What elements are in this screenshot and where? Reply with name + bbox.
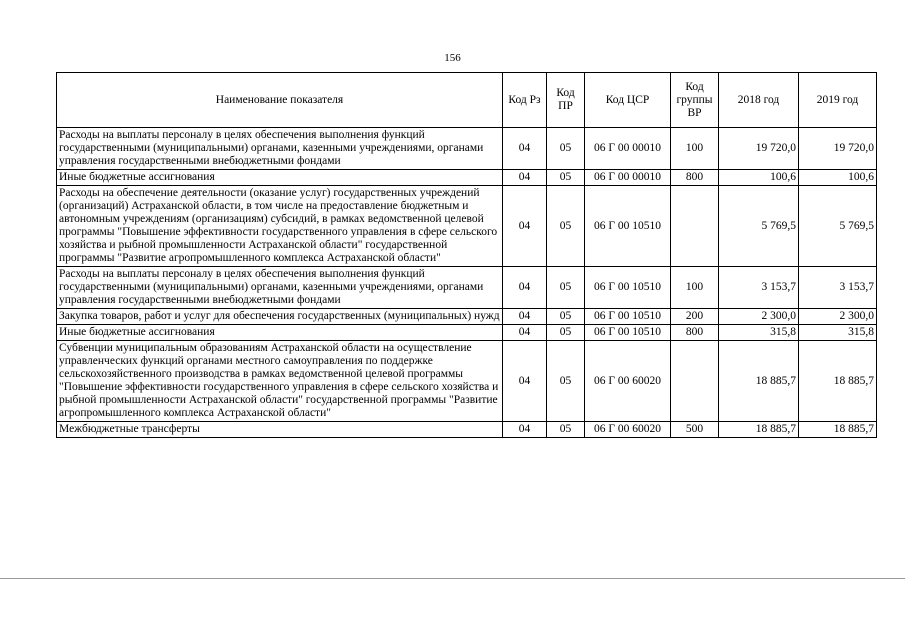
row-2019: 18 885,7 (799, 341, 877, 422)
table-row (57, 186, 877, 267)
row-2019: 18 885,7 (799, 422, 877, 438)
header-name: Наименование показателя (57, 73, 503, 128)
row-rz: 04 (503, 422, 547, 438)
row-vr: 800 (671, 325, 719, 341)
row-2018: 2 300,0 (719, 309, 799, 325)
row-name: Расходы на выплаты персоналу в целях обеспечения выполнения функций государственными (муниципальными) органами, казенными учреждениями, органами управления государственными внебюджетными фондами (57, 267, 503, 309)
row-rz: 04 (503, 325, 547, 341)
row-vr: 200 (671, 309, 719, 325)
header-csr: Код ЦСР (585, 73, 671, 128)
row-rz: 04 (503, 170, 547, 186)
row-2018: 3 153,7 (719, 267, 799, 309)
row-pr: 05 (547, 309, 585, 325)
row-2019: 2 300,0 (799, 309, 877, 325)
table-row (57, 422, 877, 438)
table-row (57, 128, 877, 170)
header-vr: Код группы ВР (671, 73, 719, 128)
row-2019: 3 153,7 (799, 267, 877, 309)
header-2019: 2019 год (799, 73, 877, 128)
row-name: Межбюджетные трансферты (57, 422, 503, 438)
table-row (57, 309, 877, 325)
row-2018: 18 885,7 (719, 422, 799, 438)
row-csr: 06 Г 00 60020 (585, 422, 671, 438)
row-vr (671, 186, 719, 267)
row-rz: 04 (503, 309, 547, 325)
table-row (57, 341, 877, 422)
page-number: 156 (444, 52, 461, 64)
row-vr: 800 (671, 170, 719, 186)
row-pr: 05 (547, 186, 585, 267)
row-2019: 315,8 (799, 325, 877, 341)
row-vr: 100 (671, 128, 719, 170)
row-pr: 05 (547, 128, 585, 170)
row-rz: 04 (503, 341, 547, 422)
row-name: Расходы на обеспечение деятельности (оказание услуг) государственных учреждений (организаций) Астраханской области, в том числе на предоставление бюджетным и автономным учреждениям (организациям) субсидий, в рамках ведомственной целевой программы "Повышение эффективности государственного управления в сфере сельского хозяйства и рыбной промышленности Астраханской области" государственной программы "Развитие агропромышленного комплекса Астраханской области" (57, 186, 503, 267)
budget-table (56, 72, 877, 438)
header-rz: Код Рз (503, 73, 547, 128)
row-csr: 06 Г 00 00010 (585, 170, 671, 186)
table-row (57, 325, 877, 341)
row-name: Субвенции муниципальным образованиям Астраханской области на осуществление управленческих функций органами местного самоуправления по поддержке сельскохозяйственного производства в рамках ведомственной целевой программы "Повышение эффективности государственного управления в сфере сельского хозяйства и рыбной промышленности Астраханской области" государственной программы "Развитие агропромышленного комплекса Астраханской области" (57, 341, 503, 422)
row-csr: 06 Г 00 60020 (585, 341, 671, 422)
row-name: Иные бюджетные ассигнования (57, 170, 503, 186)
table-row (57, 170, 877, 186)
row-vr (671, 341, 719, 422)
row-2019: 5 769,5 (799, 186, 877, 267)
row-2018: 18 885,7 (719, 341, 799, 422)
footer-divider (0, 578, 905, 579)
row-name: Расходы на выплаты персоналу в целях обеспечения выполнения функций государственными (муниципальными) органами, казенными учреждениями, органами управления государственными внебюджетными фондами (57, 128, 503, 170)
row-csr: 06 Г 00 10510 (585, 325, 671, 341)
row-2018: 5 769,5 (719, 186, 799, 267)
row-pr: 05 (547, 267, 585, 309)
row-csr: 06 Г 00 10510 (585, 267, 671, 309)
row-pr: 05 (547, 422, 585, 438)
row-csr: 06 Г 00 10510 (585, 309, 671, 325)
row-2019: 19 720,0 (799, 128, 877, 170)
header-2018: 2018 год (719, 73, 799, 128)
row-csr: 06 Г 00 00010 (585, 128, 671, 170)
row-vr: 500 (671, 422, 719, 438)
row-name: Закупка товаров, работ и услуг для обеспечения государственных (муниципальных) нужд (57, 309, 503, 325)
row-vr: 100 (671, 267, 719, 309)
row-2018: 100,6 (719, 170, 799, 186)
row-2018: 19 720,0 (719, 128, 799, 170)
table-row (57, 267, 877, 309)
row-name: Иные бюджетные ассигнования (57, 325, 503, 341)
table-header-row (57, 73, 877, 128)
row-2019: 100,6 (799, 170, 877, 186)
row-pr: 05 (547, 341, 585, 422)
row-pr: 05 (547, 325, 585, 341)
row-rz: 04 (503, 128, 547, 170)
header-pr: Код ПР (547, 73, 585, 128)
row-rz: 04 (503, 186, 547, 267)
row-pr: 05 (547, 170, 585, 186)
row-2018: 315,8 (719, 325, 799, 341)
row-rz: 04 (503, 267, 547, 309)
row-csr: 06 Г 00 10510 (585, 186, 671, 267)
